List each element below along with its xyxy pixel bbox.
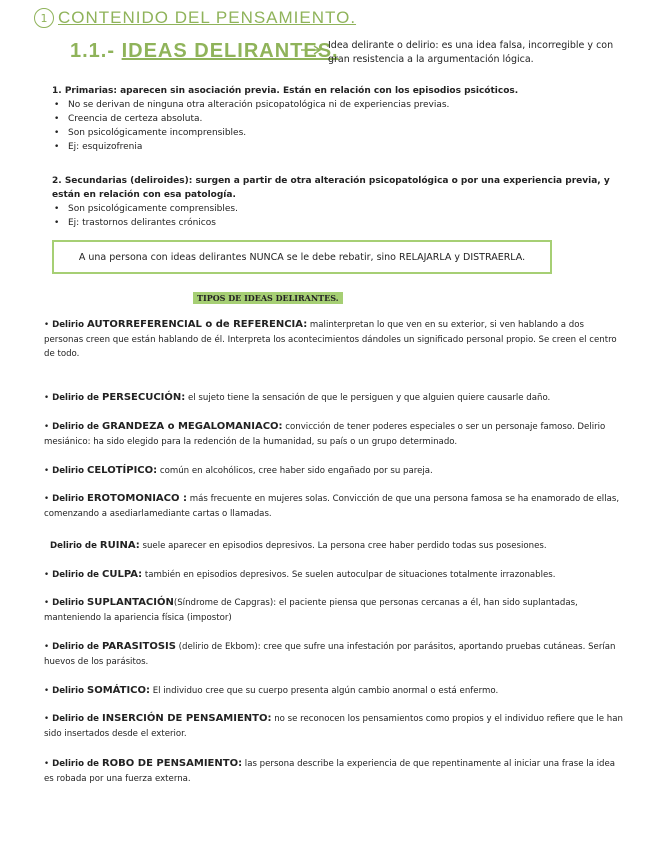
subtitle-text: IDEAS DELIRANTES.	[121, 40, 339, 62]
delusion-item	[44, 712, 624, 741]
arrow-right-icon	[300, 44, 322, 56]
delusion-item	[44, 420, 624, 449]
bullet-icon: •	[44, 686, 50, 696]
bullet-icon: •	[44, 393, 50, 403]
item-name: PERSECUCIÓN:	[101, 392, 186, 403]
delusion-item	[44, 640, 624, 669]
item-text: (Síndrome de Capgras): el paciente piensa que personas cercanas a él, han sido suplantadas, manteniendo la apariencia física (impostor)	[44, 598, 578, 623]
subtitle	[70, 40, 339, 63]
definition-text: Idea delirante o delirio: es una idea falsa, incorregible y con gran resistencia a la argumentación lógica.	[328, 40, 614, 65]
list-item: • No se derivan de ninguna otra alteración psicopatológica ni de experiencias previas.	[52, 98, 518, 112]
item-name: AUTORREFERENCIAL o de REFERENCIA:	[87, 319, 308, 330]
item-text: no se reconocen los pensamientos como propios y el individuo refiere que le han sido insertados desde el exterior.	[44, 714, 623, 739]
bullet-icon: •	[44, 320, 50, 330]
bullet-icon: •	[44, 714, 50, 724]
section-title	[34, 8, 356, 28]
types-heading: TIPOS DE IDEAS DELIRANTES.	[193, 292, 343, 304]
delusion-item	[44, 464, 624, 479]
item-name: EROTOMONIACO :	[87, 493, 187, 504]
item-prefix: Delirio de	[52, 422, 102, 432]
main-title: CONTENIDO DEL PENSAMIENTO.	[58, 8, 357, 27]
secundarias-section	[52, 174, 612, 230]
item-prefix: Delirio de	[52, 759, 102, 769]
bullet-icon: •	[44, 642, 50, 652]
item-prefix: Delirio de	[52, 570, 102, 580]
bullet-icon: •	[44, 422, 50, 432]
primarias-heading: 1. Primarias: aparecen sin asociación previa. Están en relación con los episodios psicóticos.	[52, 86, 519, 96]
item-text: las persona describe la experiencia de que repentinamente al iniciar una frase la idea es robada por una fuerza externa.	[44, 759, 616, 784]
item-prefix: Delirio de	[52, 714, 102, 724]
item-name: CELOTÍPICO:	[87, 465, 158, 476]
item-name: SOMÁTICO:	[87, 685, 151, 696]
delusion-item	[44, 757, 624, 786]
item-prefix: Delirio de	[50, 541, 100, 551]
delusion-item	[44, 492, 624, 521]
delusion-item	[44, 391, 624, 406]
secundarias-list	[52, 202, 612, 230]
list-item: • Creencia de certeza absoluta.	[52, 112, 518, 126]
primarias-list	[52, 98, 518, 154]
item-prefix: Delirio	[52, 466, 88, 476]
item-name: INSERCIÓN DE PENSAMIENTO:	[101, 713, 272, 724]
subtitle-number: 1.1.-	[70, 40, 116, 62]
item-name: CULPA:	[101, 569, 143, 580]
item-prefix: Delirio	[52, 598, 88, 608]
item-text: común en alcohólicos, cree haber sido engañado por su pareja.	[157, 466, 433, 476]
bullet-icon: •	[44, 598, 50, 608]
delusion-item	[50, 539, 630, 554]
item-name: RUINA:	[99, 540, 140, 551]
item-text: más frecuente en mujeres solas. Convicción de que una persona famosa se ha enamorado de ellas, comenzando a asediarlamediante cartas o llamadas.	[44, 494, 620, 519]
bullet-icon: •	[44, 759, 50, 769]
warning-box	[52, 240, 552, 274]
item-text: malinterpretan lo que ven en su exterior, si ven hablando a dos personas creen que están hablando de él. Interpreta los acontecimientos dándoles un significado personal propio. Se creen el centro de todo.	[44, 320, 617, 359]
primarias-section	[52, 84, 518, 154]
item-prefix: Delirio de	[52, 642, 102, 652]
item-name: PARASITOSIS	[101, 641, 176, 652]
list-item: • Son psicológicamente comprensibles.	[52, 202, 612, 216]
item-name: GRANDEZA o MEGALOMANIACO:	[101, 421, 283, 432]
item-name: ROBO DE PENSAMIENTO:	[101, 758, 243, 769]
item-text: El individuo cree que su cuerpo presenta algún cambio anormal o está enfermo.	[150, 686, 499, 696]
bullet-icon: •	[44, 494, 50, 504]
list-item: • Son psicológicamente incomprensibles.	[52, 126, 518, 140]
section-number-badge: 1	[34, 8, 54, 28]
item-prefix: Delirio	[52, 494, 88, 504]
delusion-item	[44, 318, 624, 362]
delusion-item	[44, 596, 624, 625]
item-prefix: Delirio	[52, 320, 88, 330]
item-text: suele aparecer en episodios depresivos. La persona cree haber perdido todas sus posesiones.	[139, 541, 547, 551]
item-text: (delirio de Ekbom): cree que sufre una infestación por parásitos, aportando pruebas cutáneas. Serían huevos de los parásitos.	[44, 642, 616, 667]
warning-text: A una persona con ideas delirantes NUNCA se le debe rebatir, sino RELAJARLA y DISTRAERLA.	[78, 251, 526, 263]
item-text: también en episodios depresivos. Se suelen autoculpar de situaciones totalmente irrazonables.	[142, 570, 556, 580]
item-prefix: Delirio	[52, 686, 88, 696]
list-item: • Ej: esquizofrenia	[52, 140, 518, 154]
list-item: • Ej: trastornos delirantes crónicos	[52, 216, 612, 230]
delusion-item	[44, 568, 624, 583]
item-text: convicción de tener poderes especiales o ser un personaje famoso. Delirio mesiánico: ha sido elegido para la redención de la humanidad, su país o un grupo determinado.	[44, 422, 606, 447]
bullet-icon: •	[44, 570, 50, 580]
bullet-icon: •	[44, 466, 50, 476]
item-text: el sujeto tiene la sensación de que le persiguen y que alguien quiere causarle daño.	[185, 393, 551, 403]
item-prefix: Delirio de	[52, 393, 102, 403]
item-name: SUPLANTACIÓN	[87, 597, 174, 608]
delusion-item	[44, 684, 624, 699]
secundarias-heading: 2. Secundarias (deliroides): surgen a partir de otra alteración psicopatológica o por una experiencia previa, y están en relación con esa patología.	[52, 176, 610, 200]
